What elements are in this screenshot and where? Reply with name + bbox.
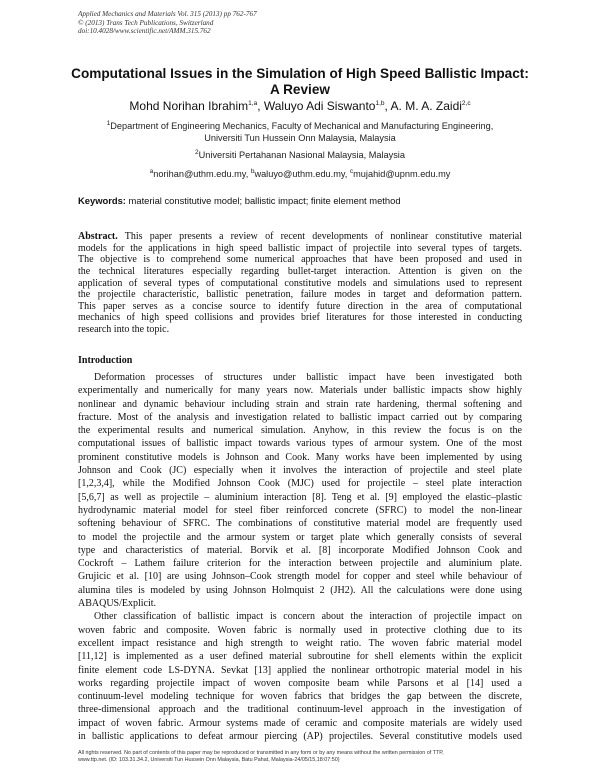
text-line: experimentally and numerically for many years now. Materials under ballistic impacts show highly — [78, 385, 522, 397]
text-line: fracture. Most of the analysis and investigation related to ballistic impact carried out by comparing — [78, 411, 522, 423]
section-heading-introduction: Introduction — [78, 355, 133, 366]
text-line: application of several types of computational constitutive models and simulations used to represent — [78, 277, 522, 289]
text-line: hydrodynamic material model for steel fiber reinforced concrete (SFRC) to model the non-linear — [78, 504, 522, 516]
text-line: softening behaviour of SFRC. The combinations of constitutive material model are frequently used — [78, 518, 522, 530]
keywords-label: Keywords: — [78, 195, 126, 206]
email-list: $^a$norihan@uthm.edu.my, $^b$waluyo@uthm.edu.my, $^c$mujahid@upnm.edu.my — [149, 168, 451, 180]
footer-line: www.ttp.net. (ID: 103.31.34.2, Universiti Tun Hussein Onn Malaysia, Batu Pahat, Malaysia-24/05/15,18:07:50) — [78, 757, 340, 763]
paragraph — [78, 371, 522, 610]
email-sup: b — [250, 168, 255, 175]
text-line: [5,6,7] as well as projectile – aluminium interaction [8]. Teng et al. [9] employed the elastic–plastic — [78, 491, 522, 503]
text-line: prominent constitutive models is Johnson and Cook. Many works have been implemented by using — [78, 451, 522, 463]
email[interactable]: norihan@uthm.edu.my — [153, 169, 246, 180]
paragraph — [78, 610, 522, 743]
text-line: type and characteristics of material. Borvik et al. [8] incorporate Modified Johnson Cook and — [78, 544, 522, 556]
text-line: research into the topic. — [78, 324, 170, 336]
text-line: Other classification of ballistic impact is concern about the interaction of projectile impact on — [94, 611, 522, 623]
journal-citation: Applied Mechanics and Materials Vol. 315 (2013) pp 762-767 — [78, 10, 257, 18]
text-line: Grujicic et al. [10] are using Johnson–Cook strength model for copper and steel while behaviour of — [78, 571, 522, 583]
text-line: alumina tiles is modeled by using Johnson Holmquist 2 (JH2). All the calculations were done using — [78, 584, 522, 596]
abstract — [78, 231, 522, 336]
text-line: impact of woven fabric. Armour systems made of ceramic and composite materials are widely used — [78, 717, 522, 729]
affiliation-1 — [40, 118, 560, 144]
keywords-text: material constitutive model; ballistic impact; finite element method — [128, 195, 401, 206]
aff-sup: 1 — [106, 120, 111, 127]
affiliation-2 — [40, 147, 560, 162]
author: Mohd Norihan Ibrahim — [129, 99, 249, 113]
aff-sup: 2 — [195, 149, 199, 156]
text-line: Johnson and Cook (JC) especially when it involves the interaction of projectile and steel plate — [78, 465, 522, 477]
text-line: [11,12] is implemented as a user defined material subroutine for shell elements within the explicit — [78, 651, 522, 663]
introduction-body — [78, 371, 522, 743]
text-line: to model the projectile and the armour system or target plate which generally consists of several — [78, 531, 522, 543]
text-line: The objective is to comprehend some numerical approaches that have been proposed and used in — [78, 254, 522, 266]
author: Waluyo Adi Siswanto — [263, 99, 376, 113]
text-line: the technical literatures especially regarding bullet-target interaction. Attention is given on the — [78, 265, 522, 277]
text-line: models for the applications in high speed ballistic impact of projectile into several types of targets. — [78, 242, 522, 254]
text-line: the experimental results and numerical simulation. Anyhow, in this review the focus is on the — [78, 425, 522, 437]
paper-title — [60, 66, 540, 97]
text-line: [1,2,3,4], while the Modified Johnson Cook (MJC) used for projectile – steel plate interaction — [78, 478, 522, 490]
author-sup: 2,c — [461, 100, 471, 107]
text-line: excellent impact resistance and high strength to weight ratio. The woven fabric material model — [78, 637, 522, 649]
keywords — [78, 195, 401, 206]
author-sup: 1,a — [248, 100, 258, 107]
aff-text: Universiti Pertahanan Nasional Malaysia, Malaysia — [198, 150, 405, 161]
author-list: Mohd Norihan Ibrahim$^{1,a}$, Waluyo Adi Siswanto$^{1,b}$, A. M. A. Zaidi$^{2,c}$ — [129, 99, 471, 113]
email[interactable]: mujahid@upnm.edu.my — [353, 169, 451, 180]
text-line: This paper serves as a concise source to identify future direction in the area of computational — [78, 300, 522, 312]
text-line: mechanics of high speed collisions and provides brief literatures for those interested in conducting — [78, 312, 522, 324]
author: A. M. A. Zaidi — [390, 99, 462, 113]
text-line: Cockroft – Lathem failure criterion for the interaction between projectile and aluminium plate. — [78, 558, 522, 570]
aff-text: Department of Engineering Mechanics, Faculty of Mechanical and Manufacturing Engineering, — [110, 121, 494, 132]
text-line: works regarding projectile impact of woven composite beam while Parsons et al [14] used a — [78, 677, 522, 689]
copyright: © (2013) Trans Tech Publications, Switzerland — [78, 18, 214, 27]
footer-notice — [78, 750, 528, 764]
text-line: woven fabric and composite. Woven fabric is normally used in protective clothing due to its — [78, 624, 522, 636]
text-line: computational issues of ballistic impact towards various types of armour system. One of the most — [78, 438, 522, 450]
text-line: finite element code LS-DYNA. Sevkat [13] applied the nonlinear orthotropic material model in his — [78, 664, 522, 676]
abstract-label: Abstract. — [78, 231, 118, 242]
journal-header — [78, 10, 257, 36]
email-sup: a — [149, 168, 154, 175]
footer-line: All rights reserved. No part of contents of this paper may be reproduced or transmitted in any form or by any means without the written permission of TTP, — [78, 750, 444, 756]
email[interactable]: waluyo@uthm.edu.my — [254, 169, 345, 180]
title-line: Computational Issues in the Simulation of High Speed Ballistic Impact: — [71, 66, 529, 81]
author-sup: 1,b — [375, 100, 385, 107]
aff-text: Universiti Tun Hussein Onn Malaysia, Malaysia — [204, 132, 396, 143]
doi: doi:10.4028/www.scientific.net/AMM.315.762 — [78, 27, 211, 36]
text-line: ABAQUS/Explicit. — [78, 598, 157, 610]
text-line: three-dimensional approach and the traditional continuum-level approach in the investigation of — [78, 704, 522, 716]
abstract-text: This paper presents a review of recent developments of nonlinear constitutive material — [124, 231, 522, 242]
email-sup: c — [349, 168, 354, 175]
text-line — [78, 231, 522, 243]
text-line: in ballistic applications to defeat armour piercing (AP) projectiles. Several constitutive models used — [78, 731, 522, 743]
text-line: nonlinear and dynamic behaviour including strain and strain rate hardening, thermal softening and — [78, 398, 522, 410]
text-line: continuum-level modeling technique for woven fabrics that bridges the gap between the discrete, — [78, 691, 522, 703]
title-line: A Review — [270, 81, 330, 97]
text-line: the projectile characteristic, ballistic penetration, failure modes in target and deformation pattern. — [78, 289, 522, 301]
text-line: Deformation processes of structures under ballistic impact have been investigated both — [94, 372, 522, 383]
